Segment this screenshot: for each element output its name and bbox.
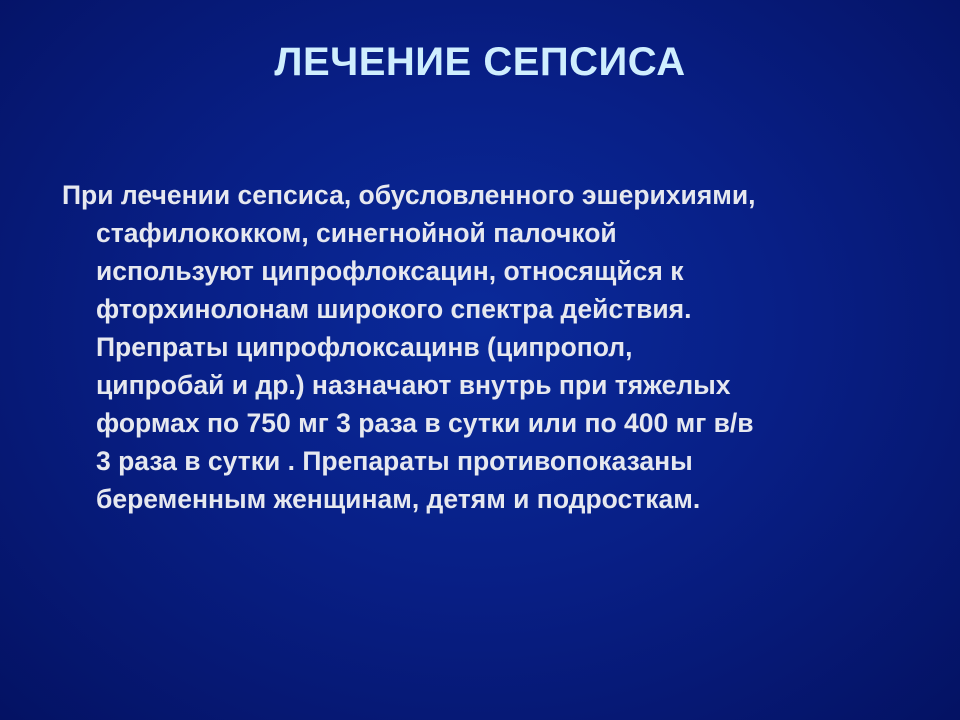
slide-title: ЛЕЧЕНИЕ СЕПСИСА <box>274 40 686 84</box>
body-line-9: беременным женщинам, детям и подросткам. <box>96 484 701 514</box>
body-line-7: формах по 750 мг 3 раза в сутки или по 400 мг в/в <box>96 408 754 438</box>
body-line-1: При лечении сепсиса, обусловленного эшерихиями, <box>62 180 756 210</box>
body-line-6: ципробай и др.) назначают внутрь при тяжелых <box>96 370 731 400</box>
body-line-5: Препраты ципрофлоксацинв (ципропол, <box>96 332 633 362</box>
body-line-3: используют ципрофлоксацин, относящйся к <box>96 256 684 286</box>
body-line-8: 3 раза в сутки . Препараты противопоказаны <box>96 446 693 476</box>
body-line-4: фторхинолонам широкого спектра действия. <box>96 294 692 324</box>
slide-body-text <box>62 176 922 518</box>
body-line-2: стафилококком, синегнойной палочкой <box>96 218 617 248</box>
